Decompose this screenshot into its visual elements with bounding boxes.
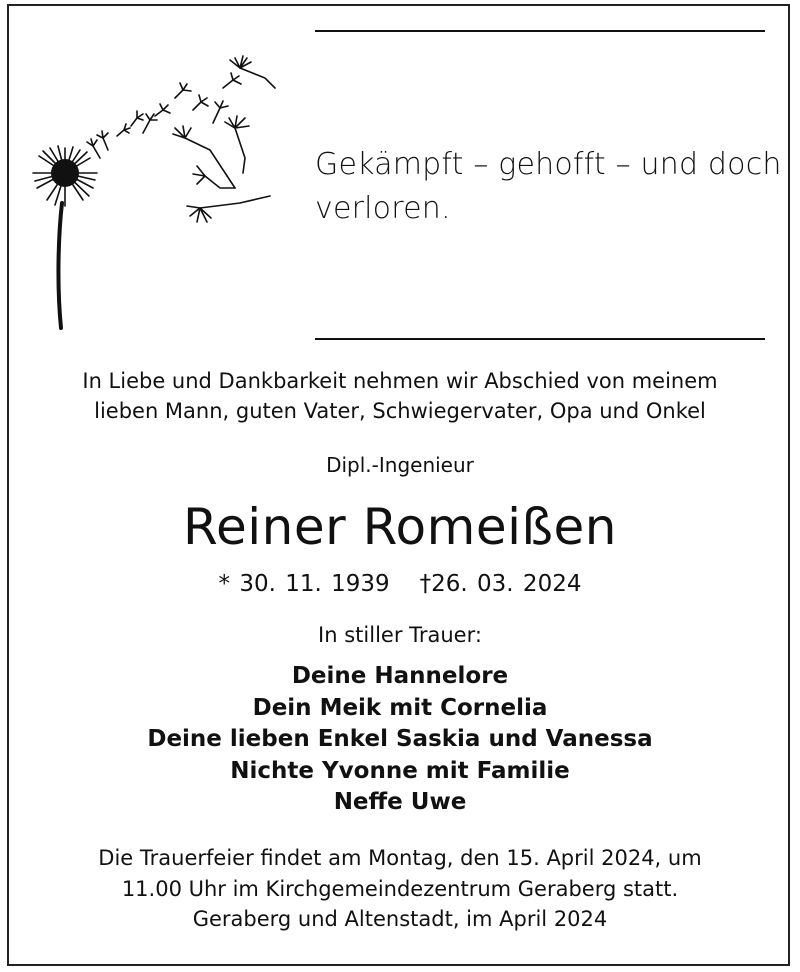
academic-title: Dipl.-Ingenieur	[326, 453, 474, 477]
top-divider	[315, 30, 765, 32]
family-member: Dein Meik mit Cornelia	[252, 694, 548, 721]
intro-line-1: In Liebe und Dankbarkeit nehmen wir Abschied von meinem	[82, 369, 718, 393]
motto-verse	[315, 143, 785, 231]
deceased-name: Reiner Romeißen	[183, 498, 617, 556]
death-date: †26. 03. 2024	[419, 571, 582, 597]
family-member: Nichte Yvonne mit Familie	[230, 757, 570, 784]
motto-line-2: verloren.	[315, 191, 451, 226]
dandelion-icon	[25, 38, 285, 333]
birth-date: * 30. 11. 1939	[218, 571, 390, 597]
service-line-2: 11.00 Uhr im Kirchgemeindezentrum Geraberg statt.	[121, 877, 679, 901]
family-member: Deine lieben Enkel Saskia und Vanessa	[147, 726, 653, 752]
family-member: Deine Hannelore	[291, 663, 509, 689]
mourning-label: In stiller Trauer:	[318, 623, 482, 647]
motto-line-1: Gekämpft – gehofft – und doch	[315, 147, 782, 182]
place-date: Geraberg und Altenstadt, im April 2024	[192, 907, 608, 931]
intro-text	[0, 366, 800, 426]
bottom-divider	[315, 338, 765, 340]
family-member: Neffe Uwe	[333, 789, 467, 815]
service-line-1: Die Trauerfeier findet am Montag, den 15. April 2024, um	[98, 846, 702, 870]
life-dates	[0, 571, 800, 597]
intro-line-2: lieben Mann, guten Vater, Schwiegervater, Opa und Onkel	[94, 399, 706, 423]
family-list	[0, 661, 800, 819]
service-info	[0, 843, 800, 905]
